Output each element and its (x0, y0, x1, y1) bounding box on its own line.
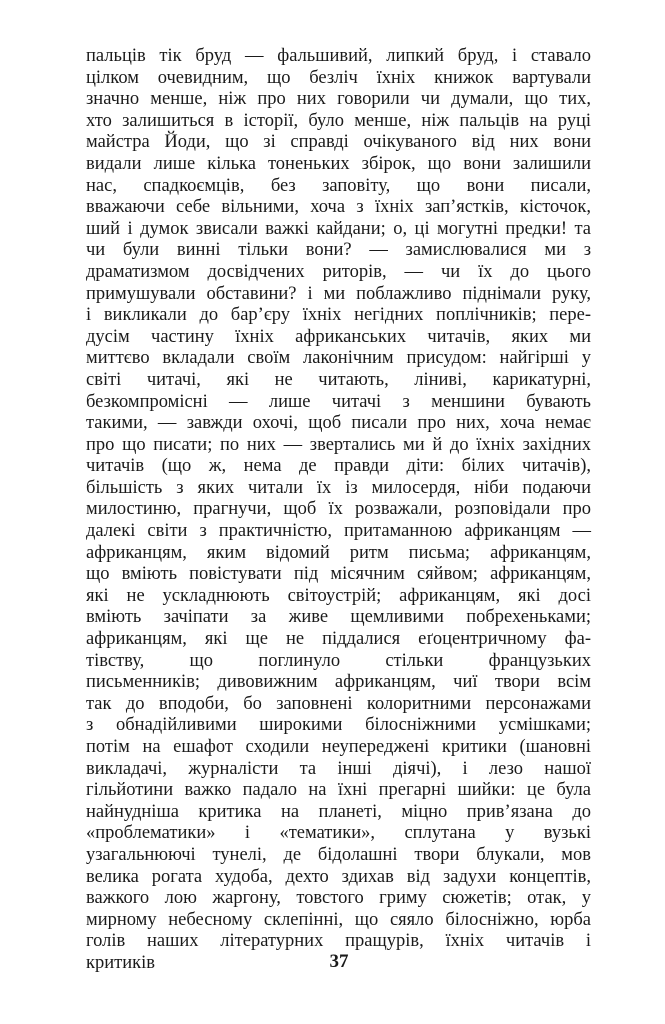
text-line: і викликали до бар’єру їхніх негідних поплічників; пере- (86, 305, 591, 326)
text-line: читачів (що ж, нема де правди діти: білих читачів), (86, 456, 591, 477)
text-line: світі читачі, які не читають, ліниві, карикатурні, (86, 369, 591, 390)
text-line: африканцям, які ще не піддалися еґоцентричному фа- (86, 629, 591, 650)
text-line: безкомпромісні — лише читачі з меншини бувають (86, 391, 591, 412)
text-line: майстра Йоди, що зі справді очікуваного від них вони (86, 132, 591, 153)
text-line: про що писати; по них — звертались ми й до їхніх західних (86, 434, 591, 455)
text-line: більшість з яких читали їх із милосердя, ніби подаючи (86, 477, 591, 498)
text-line: з обнадійливими широкими білосніжними усмішками; (86, 715, 591, 736)
text-line: драматизмом досвідчених риторів, — чи їх до цього (86, 261, 591, 282)
text-line: «проблематики» і «тематики», сплутана у вузькі (86, 823, 591, 844)
text-line: ший і думок звисали важкі кайдани; о, ці могутні предки! та (86, 218, 591, 239)
text-line: чи були винні тільки вони? — замислювалися ми з (86, 240, 591, 261)
text-line: голів наших літературних пращурів, їхніх читачів і (86, 931, 591, 952)
text-line: нас, спадкоємців, без заповіту, що вони писали, (86, 175, 591, 196)
page-number: 37 (329, 951, 349, 972)
text-line: письменників; дивовижним африканцям, чиї твори всім (86, 672, 591, 693)
text-line: миттєво вкладали своїм лаконічним присудом: найгірші у (86, 348, 591, 369)
body-text (86, 46, 591, 975)
text-line: найнудніша критика на планеті, міцно прив’язана до (86, 801, 591, 822)
text-line: видали лише кілька тоненьких збірок, що вони залишили (86, 153, 591, 174)
text-line: так до вподоби, бо заповнені колоритними персонажами (86, 693, 591, 714)
text-line: пальців тік бруд — фальшивий, липкий бруд, і ставало (86, 46, 591, 66)
text-line: значно менше, ніж про них говорили чи думали, що тих, (86, 89, 591, 110)
text-line: гільйотини важко падало на їхні прегарні шийки: це була (86, 780, 591, 801)
text-line: дусім частину їхніх африканських читачів, яких ми (86, 326, 591, 347)
text-line: тівству, що поглинуло стільки французьких (86, 650, 591, 671)
text-line: вважаючи себе вільними, хоча з їхніх зап’ястків, кісточок, (86, 197, 591, 218)
text-line: потім на ешафот сходили неупереджені критики (шановні (86, 737, 591, 757)
text-line: велика рогата худоба, дехто здихав від задухи концептів, (86, 866, 591, 887)
text-line: примушували обставини? і ми поблажливо піднімали руку, (86, 283, 591, 304)
text-line: які не ускладнюють світоустрій; африканцям, які досі (86, 585, 591, 606)
text-line: що вміють повістувати під місячним сяйвом; африканцям, (86, 564, 591, 585)
text-line: узагальнюючі тунелі, де бідолашні твори блукали, мов (86, 844, 591, 865)
text-line: далекі світи з практичністю, притаманною африканцям — (86, 521, 591, 542)
text-line: критиків (86, 952, 155, 973)
text-line: цілком очевидним, що безліч їхніх книжок вартували (86, 67, 591, 88)
text-line: хто залишиться в історії, було менше, ніж пальців на руці (86, 110, 591, 131)
text-line: вміють зачіпати за живе щемливими побрехеньками; (86, 607, 591, 628)
text-line: важкого лою жаргону, товстого гриму сюжетів; отак, у (86, 888, 591, 909)
text-line: мирному небесному склепінні, що сяяло білосніжно, юрба (86, 909, 591, 930)
text-line: викладачі, журналісти та інші діячі), і лезо нашої (86, 758, 591, 779)
text-line: милостиню, прагнучи, щоб їх розважали, розповідали про (86, 499, 591, 520)
text-line: африканцям, яким відомий ритм письма; африканцям, (86, 542, 591, 563)
text-line: такими, — завжди охочі, щоб писали про них, хоча немає (86, 413, 591, 434)
